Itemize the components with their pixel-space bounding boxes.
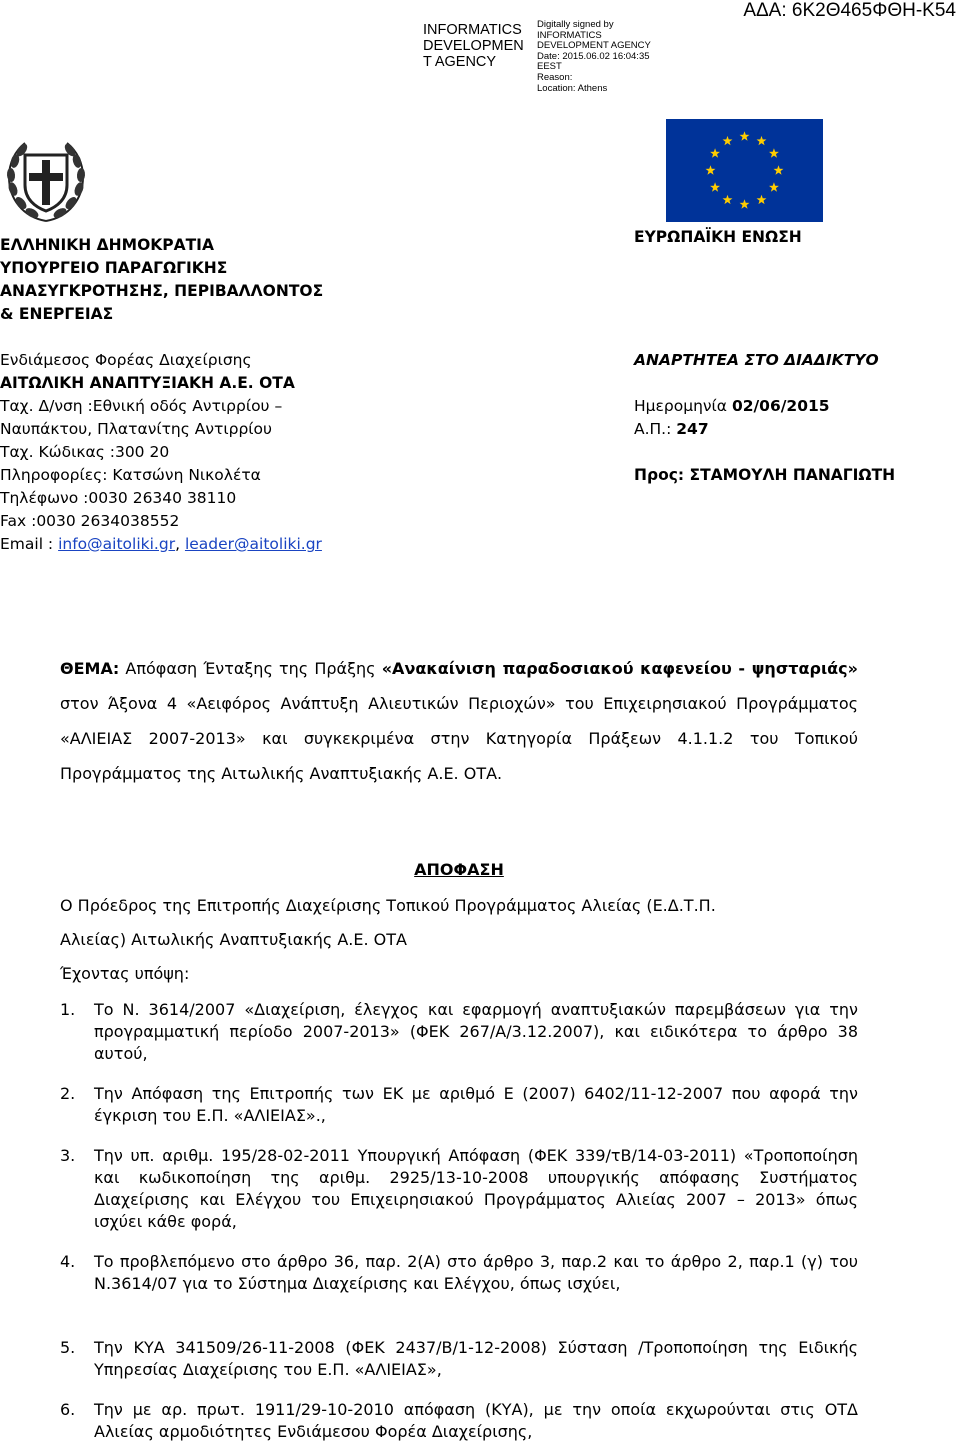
list-item: [60, 1145, 858, 1233]
decision-title: ΑΠΟΦΑΣΗ: [414, 860, 504, 879]
list-item-number: 5.: [60, 1338, 76, 1357]
eu-flag-icon: [666, 119, 823, 222]
subject-text: Απόφαση Ένταξης της Πράξης: [119, 659, 382, 678]
signature-line: Date: 2015.06.02 16:04:35: [537, 50, 650, 62]
subject-label: ΘΕΜΑ:: [60, 659, 120, 678]
list-item-number: 4.: [60, 1252, 76, 1271]
date-value: 02/06/2015: [731, 397, 830, 415]
signature-signer-name: INFORMATICS DEVELOPMEN T AGENCY: [423, 22, 524, 70]
protocol-value: 247: [676, 420, 709, 438]
postcode: Ταχ. Κώδικας :300 20: [0, 443, 170, 461]
list-item-number: 6.: [60, 1400, 76, 1419]
address-line: Ναυπάκτου, Πλατανίτης Αντιρρίου: [0, 420, 272, 438]
protocol-label: Α.Π.:: [634, 420, 677, 438]
having-regard: Έχοντας υπόψη:: [60, 964, 190, 983]
date-label: Ημερομηνία: [634, 397, 732, 415]
fax: Fax :0030 2634038552: [0, 512, 180, 530]
email-link-info[interactable]: info@aitoliki.gr: [58, 535, 176, 553]
list-item-text: Την με αρ. πρωτ. 1911/29-10-2010 απόφαση (ΚΥΑ), με την οποία εκχωρούνται στις ΟΤΔ Αλιείας αρμοδιότητες Ενδιάμεσου Φορέα Διαχείρισης,: [94, 1400, 858, 1441]
eu-label: ΕΥΡΩΠΑΪΚΗ ΕΝΩΣΗ: [634, 228, 802, 246]
list-item: [60, 1337, 858, 1381]
email-link-leader[interactable]: leader@aitoliki.gr: [184, 535, 322, 553]
subject-text: στον Άξονα 4 «Αειφόρος Ανάπτυξη Αλιευτικών Περιοχών» του Επιχειρησιακού Προγράμματος «ΑΛΙΕΙΑΣ 2007-2013» και συγκεκριμένα στην Κατηγορία Πράξεων 4.1.1.2 του Τοπικού Προγράμματος της Αιτωλικής Αναπτυξιακής Α.Ε. ΟΤΑ.: [60, 694, 858, 783]
email-separator: ,: [175, 535, 185, 553]
list-item-text: Την Απόφαση της Επιτροπής των ΕΚ με αριθμό Ε (2007) 6402/11-12-2007 που αφορά την έγκριση του Ε.Π. «ΑΛΙΕΙΑΣ».,: [94, 1084, 858, 1125]
signature-line: INFORMATICS: [537, 29, 602, 41]
ministry-line: ΑΝΑΣΥΓΚΡΟΤΗΣΗΣ, ΠΕΡΙΒΑΛΛΟΝΤΟΣ: [0, 282, 324, 300]
email-label: Email :: [0, 535, 59, 553]
list-item-text: Το προβλεπόμενο στο άρθρο 36, παρ. 2(Α) στο άρθρο 3, παρ.2 και το άρθρο 2, παρ.1 (γ) του Ν.3614/07 για το Σύστημα Διαχείρισης και Ελέγχου, όπως ισχύει,: [94, 1252, 858, 1293]
list-item-text: Την ΚΥΑ 341509/26-11-2008 (ΦΕΚ 2437/Β/1-12-2008) Σύσταση /Τροποποίηση της Ειδικής Υπηρεσίας Διαχείρισης του Ε.Π. «ΑΛΙΕΙΑΣ»,: [94, 1338, 858, 1379]
subject-paragraph: [60, 651, 858, 791]
email-line: [0, 533, 322, 556]
protocol-line: [634, 418, 709, 441]
list-item-text: Το Ν. 3614/2007 «Διαχείριση, έλεγχος και εφαρμογή αναπτυξιακών παρεμβάσεων για την προγραμματική περίοδο 2007-2013» (ΦΕΚ 267/Α/3.12.2007), και ειδικότερα το άρθρο 38 αυτού,: [94, 1000, 858, 1063]
signature-details: [537, 20, 667, 94]
list-item: [60, 1399, 858, 1443]
subject-project-name: «Ανακαίνιση παραδοσιακού καφενείου - ψησταριάς»: [381, 659, 858, 678]
ministry-line: ΥΠΟΥΡΓΕΙΟ ΠΑΡΑΓΩΓΙΚΗΣ: [0, 259, 228, 277]
decision-intro: Ο Πρόεδρος της Επιτροπής Διαχείρισης Τοπικού Προγράμματος Αλιείας (Ε.Δ.Τ.Π.: [60, 896, 716, 915]
list-item-number: 2.: [60, 1084, 76, 1103]
address-line: Ταχ. Δ/νση :Εθνική οδός Αντιρρίου –: [0, 397, 283, 415]
list-item: [60, 1083, 858, 1127]
list-item-number: 3.: [60, 1146, 76, 1165]
list-item-text: Την υπ. αριθμ. 195/28-02-2011 Υπουργική Απόφαση (ΦΕΚ 339/τΒ/14-03-2011) «Τροποποίηση και κωδικοποίηση της αριθμ. 2925/13-10-2008 υπουργικής απόφασης Συστήματος Διαχείρισης και Ελέγχου του Επιχειρησιακού Προγράμματος Αλιείας 2007 – 2013» όπως ισχύει κάθε φορά,: [94, 1146, 858, 1231]
recipient: Προς: ΣΤΑΜΟΥΛΗ ΠΑΝΑΓΙΩΤΗ: [634, 466, 896, 484]
list-item: [60, 1251, 858, 1295]
list-item: [60, 999, 858, 1065]
ada-code: ΑΔΑ: 6Κ2Θ465ΦΘΗ-Κ54: [743, 0, 956, 21]
signature-line: DEVELOPMENT AGENCY: [537, 40, 651, 52]
managing-body-label: Ενδιάμεσος Φορέας Διαχείρισης: [0, 351, 252, 369]
signature-line: Reason:: [537, 71, 573, 83]
signature-line: EEST: [537, 61, 562, 73]
date-line: [634, 395, 830, 418]
greek-coat-of-arms-icon: [3, 133, 89, 225]
post-notice: ΑΝΑΡΤΗΤΕΑ ΣΤΟ ΔΙΑΔΙΚΤΥΟ: [634, 351, 879, 369]
signature-line: Location: Athens: [537, 82, 608, 94]
contact-person: Πληροφορίες: Κατσώνη Νικολέτα: [0, 466, 261, 484]
managing-body-name: ΑΙΤΩΛΙΚΗ ΑΝΑΠΤΥΞΙΑΚΗ Α.Ε. ΟΤΑ: [0, 374, 295, 392]
decision-intro: Αλιείας) Αιτωλικής Αναπτυξιακής Α.Ε. ΟΤΑ: [60, 930, 407, 949]
phone: Τηλέφωνο :0030 26340 38110: [0, 489, 237, 507]
signature-line: Digitally signed by: [537, 19, 614, 30]
ministry-line: & ΕΝΕΡΓΕΙΑΣ: [0, 305, 114, 323]
republic-name: ΕΛΛΗΝΙΚΗ ΔΗΜΟΚΡΑΤΙΑ: [0, 236, 214, 254]
list-item-number: 1.: [60, 1000, 76, 1019]
